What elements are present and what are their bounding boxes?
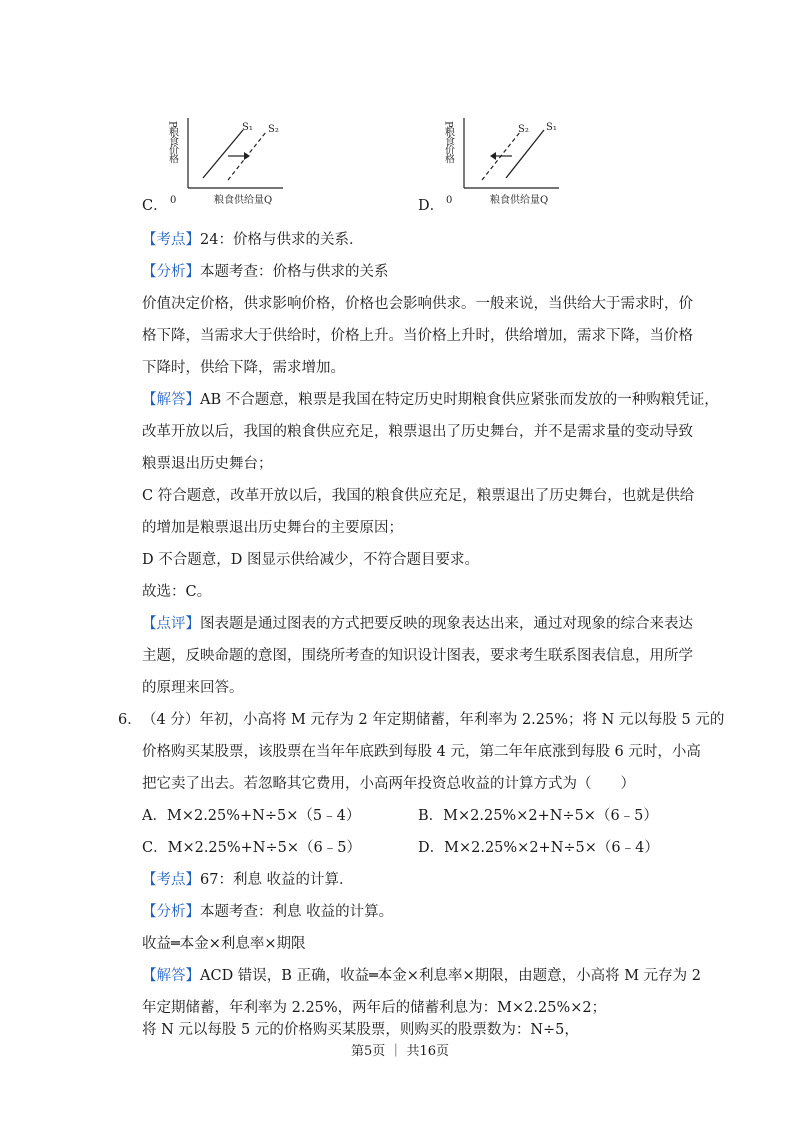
option-d-label: D． <box>418 198 445 214</box>
fenxi-tag: 【分析】 <box>142 264 200 280</box>
q5-fenxi <box>142 262 389 282</box>
kaodian-tag: 【考点】 <box>142 872 200 888</box>
dianping-tag: 【点评】 <box>142 616 200 632</box>
graph-d-y-label: P粮食价格 <box>442 121 454 163</box>
graph-c-x-label: 粮食供给量Q <box>214 195 273 206</box>
q6-jieda-line: 将 N 元以每股 5 元的价格购买某股票，则购买的股票数为：N÷5， <box>142 1022 579 1038</box>
q5-jieda-line: D 不合题意，D 图显示供给减少，不符合题目要求。 <box>142 552 479 568</box>
graph-c-s1-label: S₁ <box>242 122 253 133</box>
q5-fenxi-line: 格下降，当需求大于供给时，价格上升。当价格上升时，供给增加，需求下降，当价格 <box>142 328 693 344</box>
graph-d-origin: 0 <box>446 195 453 206</box>
page-footer: 第5页 ｜ 共16页 <box>350 1044 450 1059</box>
q5-fenxi-line: 价值决定价格，供求影响价格，价格也会影响供求。一般来说，当供给大于需求时，价 <box>142 296 693 312</box>
q6-formula: 收益═本金×利息率×期限 <box>142 936 306 952</box>
jieda-text: ACD 错误，B 正确，收益═本金×利息率×期限，由题意，小高将 M 元存为 2 <box>200 968 701 984</box>
graph-c-y-label: P粮食价格 <box>166 121 178 163</box>
graph-d-s2-label: S₂ <box>518 124 529 135</box>
kaodian-text: 24：价格与供求的关系． <box>200 232 364 248</box>
q6-fenxi <box>142 902 393 922</box>
jieda-tag: 【解答】 <box>142 968 200 984</box>
q5-answer: 故选：C。 <box>142 584 212 600</box>
q6-stem-line: 把它卖了出去。若忽略其它费用，小高两年投资总收益的计算方式为（ ） <box>142 776 635 792</box>
q5-dianping-line: 主题，反映命题的意图，围绕所考查的知识设计图表，要求考生联系图表信息，用所学 <box>142 648 693 664</box>
graph-d-x-label: 粮食供给量Q <box>490 195 549 206</box>
q6-number: 6． <box>118 712 142 728</box>
graph-d-curve-s1 <box>506 130 544 178</box>
fenxi-text: 本题考查：价格与供求的关系 <box>200 264 389 280</box>
graph-d <box>434 108 574 212</box>
graph-c-s2-label: S₂ <box>268 124 279 135</box>
dianping-text: 图表题是通过图表的方式把要反映的现象表达出来，通过对现象的综合来表达 <box>200 616 693 632</box>
graph-c-origin: 0 <box>170 195 177 206</box>
q5-jieda <box>142 390 719 410</box>
q6-option-d: D．M×2.25%×2+N÷5×（6﹣4） <box>418 840 659 856</box>
option-c-label: C． <box>142 198 168 214</box>
q5-jieda-line: 的增加是粮票退出历史舞台的主要原因； <box>142 520 403 536</box>
q5-jieda-line: 改革开放以后，我国的粮食供应充足，粮票退出了历史舞台，并不是需求量的变动导致 <box>142 424 693 440</box>
q6-stem: （4 分）年初，小高将 M 元存为 2 年定期储蓄，年利率为 2.25%；将 N 元以每股 5 元的 <box>142 712 725 728</box>
kaodian-text: 67：利息 收益的计算． <box>200 872 354 888</box>
fenxi-tag: 【分析】 <box>142 904 200 920</box>
q6-kaodian <box>142 870 354 890</box>
q5-dianping <box>142 614 693 634</box>
graph-c <box>158 108 298 212</box>
q5-jieda-line: 粮票退出历史舞台； <box>142 456 273 472</box>
fenxi-text: 本题考查：利息 收益的计算。 <box>200 904 394 920</box>
q5-jieda-line: C 符合题意，改革开放以后，我国的粮食供应充足，粮票退出了历史舞台，也就是供给 <box>142 488 695 504</box>
q6-option-b: B．M×2.25%×2+N÷5×（6﹣5） <box>418 808 658 824</box>
q5-dianping-line: 的原理来回答。 <box>142 680 244 696</box>
q6-jieda-line: 年定期储蓄，年利率为 2.25%，两年后的储蓄利息为：M×2.25%×2； <box>142 1000 607 1016</box>
graph-d-s1-label: S₁ <box>546 122 557 133</box>
q5-kaodian <box>142 230 363 250</box>
graph-c-curve-s1 <box>203 130 243 178</box>
kaodian-tag: 【考点】 <box>142 232 200 248</box>
q6-option-a: A．M×2.25%+N÷5×（5﹣4） <box>142 808 361 824</box>
q5-fenxi-line: 下降时，供给下降，需求增加。 <box>142 360 345 376</box>
q6-stem-line: 价格购买某股票，该股票在当年年底跌到每股 4 元，第二年年底涨到每股 6 元时，小高 <box>142 744 701 760</box>
q6-jieda <box>142 966 701 986</box>
jieda-text: AB 不合题意，粮票是我国在特定历史时期粮食供应紧张而发放的一种购粮凭证， <box>200 392 719 408</box>
q6-option-c: C．M×2.25%+N÷5×（6﹣5） <box>142 840 361 856</box>
graph-d-arrow-head <box>490 152 496 160</box>
jieda-tag: 【解答】 <box>142 392 200 408</box>
graph-c-arrow-head <box>244 152 250 160</box>
